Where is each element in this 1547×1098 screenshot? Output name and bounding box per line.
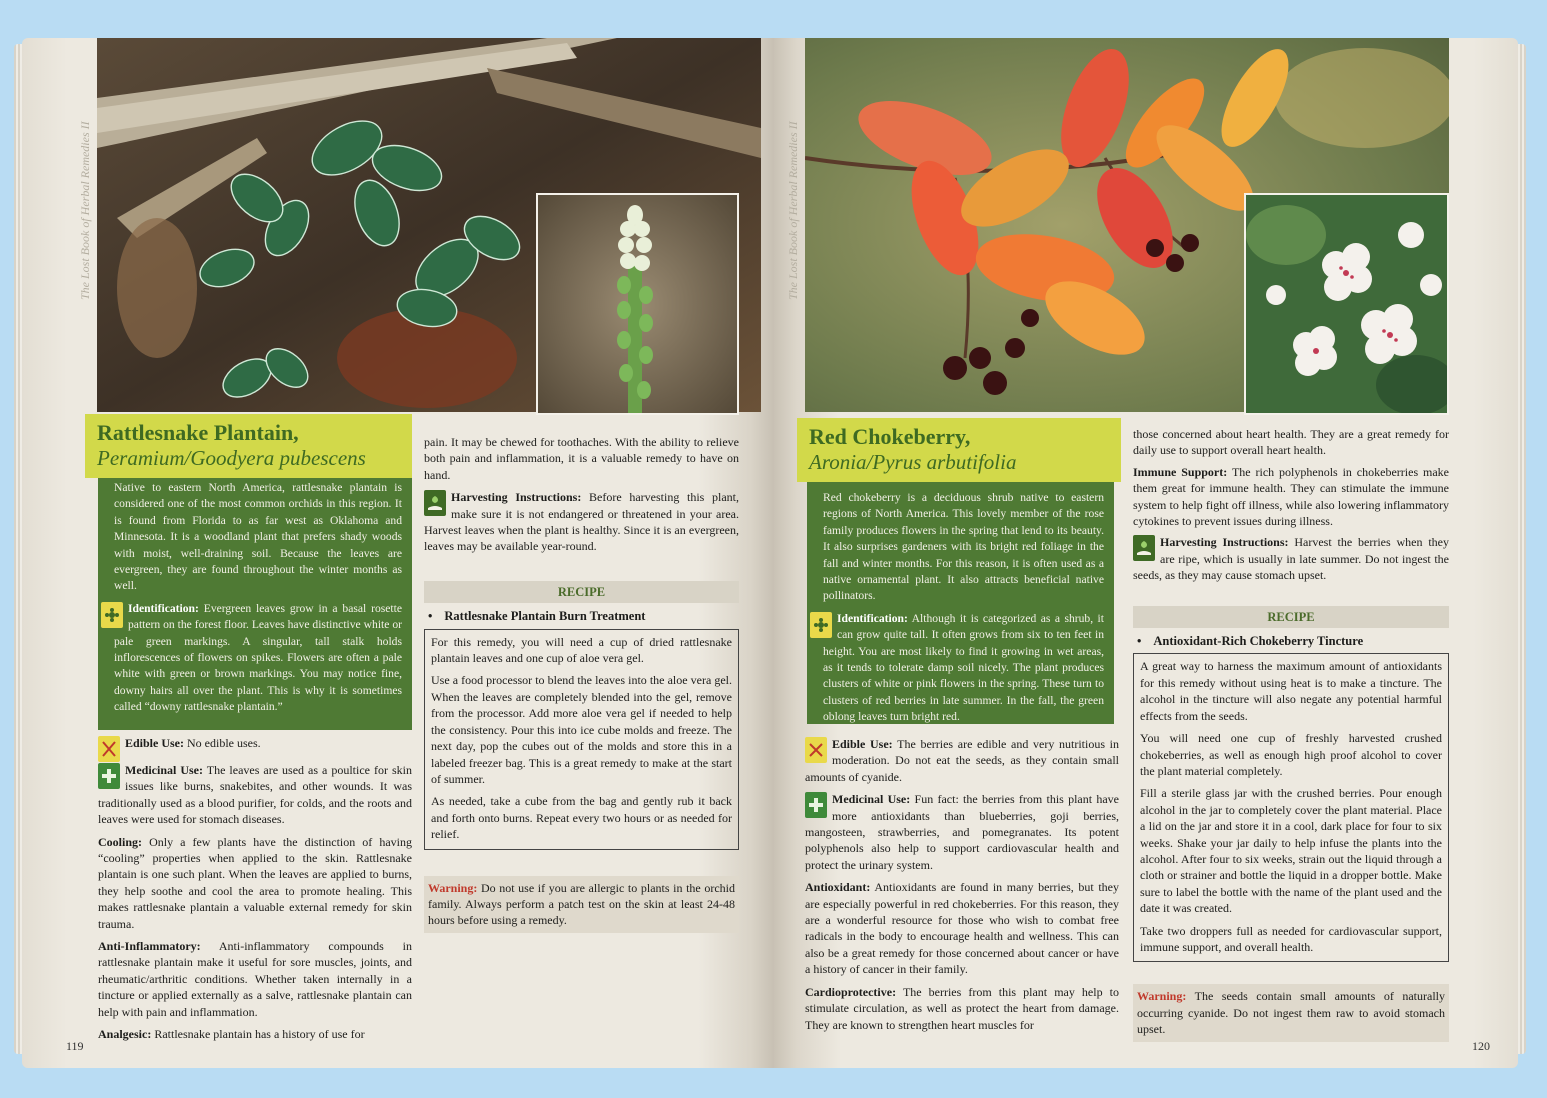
edible-use-label: Edible Use: (125, 736, 185, 750)
recipe-section-right (1133, 606, 1449, 963)
edible-use-text: No edible uses. (187, 736, 261, 750)
harvesting-icon (424, 490, 446, 516)
identification-label-right: Identification: (837, 611, 908, 625)
recipe-step-1: For this remedy, you will need a cup of dried rattlesnake plantain leaves and one cup of aloe vera gel. (431, 634, 732, 666)
antioxidant-label: Antioxidant: (805, 880, 871, 895)
warning-label: Warning: (428, 880, 478, 895)
chokeberry-flowers-inset-photo (1244, 193, 1449, 415)
cooling-label: Cooling: (98, 834, 143, 849)
right-page-first-column (805, 736, 1119, 1038)
plant-intro-text: Native to eastern North America, rattlesnake plantain is considered one of the most common orchids in this region. It is found from Florida to as far west as Oklahoma and Minnesota. It is a woodland plant that prefers shady woods with moist, well-draining soil. Because the leaves are evergreen, they are found throughout the winter months as well. (114, 481, 402, 593)
recipe-box (424, 629, 739, 850)
running-head-right: The Lost Book of Herbal Remedies II (786, 121, 800, 300)
recipe-right-step-4: Take two droppers full as needed for cardiovascular support, immune support, and overall health. (1140, 923, 1442, 954)
immune-support-text: The rich polyphenols in chokeberries make them great for immune health. They can stimulate the immune system to help fight off illness, while also lowering inflammatory cytokines to prevent issues during illness. (1133, 464, 1449, 529)
recipe-name-right: • Antioxidant-Rich Chokeberry Tincture (1133, 633, 1449, 649)
cardioprotective-text: The berries from this plant may help to stimulate circulation, as well as protect the heart from damage. They are known to strengthen heart muscles for (805, 984, 1119, 1032)
left-column-text (98, 735, 412, 1048)
edible-use-text-right: The berries are edible and very nutritious in moderation. Do not eat the seeds, as they contain small amounts of cyanide. (805, 737, 1119, 784)
warning-box-right (1133, 984, 1449, 1041)
recipe-box-right (1133, 653, 1449, 962)
identification-label: Identification: (128, 601, 199, 615)
harvesting-icon-right (1133, 535, 1155, 561)
recipe-name: • Rattlesnake Plantain Burn Treatment (424, 608, 739, 624)
recipe-step-2: Use a food processor to blend the leaves into the aloe vera gel. When the leaves are completely blended into the gel, remove from the processor. Add more aloe vera gel if needed to help the consistency. Pour this into ice cube molds and freeze. The next day, pop the cubes out of the molds and store this in a labeled freezer bag. This is a great remedy to make at the start of summer. (431, 673, 732, 786)
plant-intro-text-right: Red chokeberry is a deciduous shrub native to eastern regions of North America. This lovely member of the rose family produces flowers in the spring that lend to its beauty. It also surprises gardeners with its bright red foliage in the fall and winter months. For this reason, it is often used as a native ornamental plant. It also attracts beneficial native pollinators. (823, 491, 1104, 603)
flower-spike-inset-photo (536, 193, 739, 415)
recipe-right-step-3: Fill a sterile glass jar with the crushed berries. Pour enough alcohol in the jar to completely cover the plant material. Place a lid on the jar and store it in a cool, dark place for four to six weeks. Shake your jar daily to help infuse the plants into the alcohol. After four to six weeks, strain out the liquid through a cloth or strainer and bottle the liquid in a dropper bottle. Make sure to label the bottle with the name of the plant used and the date it was created. (1140, 786, 1442, 916)
medicinal-use-icon-right (805, 792, 827, 818)
identification-text-right: Although it is categorized as a shrub, it can grow quite tall. It often grows from six to ten feet in height. You are most likely to find it growing in wet areas, as it tends to tolerate damp soil nicely. The plant produces clusters of white or pink flowers in the spring. These turn to clusters of red berries in late summer. In the fall, the green oblong leaves turn bright red. (823, 611, 1104, 724)
left-page (22, 38, 774, 1068)
medicinal-use-text: The leaves are used as a poultice for skin issues like burns, snakebites, and other wounds. It was traditionally used as a blood purifier, for colds, and the roots and leaves were used for stomach diseases. (98, 763, 412, 827)
harvesting-label: Harvesting Instructions: (451, 490, 582, 505)
medicinal-use-text-right: Fun fact: the berries from this plant have more antioxidants than blueberries, goji berries, mangosteen, strawberries, and pomegranates. Its potent polyphenols also help to support cardiovascular health and protect the urinary system. (805, 792, 1119, 872)
anti-inflammatory-label: Anti-Inflammatory: (98, 939, 201, 954)
running-head-left: The Lost Book of Herbal Remedies II (78, 121, 92, 300)
harvesting-text-right: Harvest the berries when they are ripe, which is usually in late summer. Do not ingest the seeds, as they may cause stomach upset. (1133, 535, 1450, 583)
open-book (22, 30, 1518, 1070)
cardioprotective-continued-text: those concerned about heart health. They are a great remedy for daily use to support overall heart health. (1133, 427, 1449, 458)
medicinal-use-label-right: Medicinal Use: (832, 792, 911, 807)
page-number-right: 120 (1472, 1039, 1490, 1053)
recipe-heading-right: RECIPE (1133, 606, 1449, 628)
analgesic-label: Analgesic: (98, 1027, 152, 1042)
analgesic-text: Rattlesnake plantain has a history of use for (154, 1027, 365, 1042)
right-page-second-column (1133, 426, 1449, 1042)
warning-box (424, 876, 739, 933)
warning-text: Do not use if you are allergic to plants in the orchid family. Always perform a patch test on the skin at least 24-48 hours before using a remedy. (428, 880, 735, 928)
plant-latin-name: Peramium/Goodyera pubescens (97, 446, 366, 470)
edible-use-label-right: Edible Use: (832, 737, 893, 751)
antioxidant-text: Antioxidants are found in many berries, but they are especially powerful in red chokeberries. For this reason, they are a wonderful resource for those who wish to combat free radicals in the body to encourage health and wellness. This can also be a great remedy for those concerned about cancer or have a history of cancer in their family. (805, 880, 1119, 977)
cooling-text: Only a few plants have the distinction of having “cooling” properties when applied to the skin. Rattlesnake plantain is one such plant. When the leaves are applied to burns, they help soothe and cool the area to promote healing. This makes rattlesnake plantain a valuable external remedy for skin trauma. (98, 834, 412, 931)
edible-use-icon-right (805, 737, 827, 763)
immune-support-label: Immune Support: (1133, 464, 1228, 479)
plant-intro-box-right (807, 482, 1114, 724)
plant-title-right: Red Chokeberry, (809, 424, 971, 449)
harvesting-text: Before harvesting this plant, make sure it is not endangered or threatened in your area. Harvest leaves when the plant is healthy. Since it is an evergreen, leaves may be available year-round. (424, 490, 739, 554)
harvesting-label-right: Harvesting Instructions: (1160, 535, 1289, 550)
right-page (774, 38, 1518, 1068)
recipe-heading: RECIPE (424, 581, 739, 603)
medicinal-use-label: Medicinal Use: (125, 763, 203, 777)
recipe-right-step-2: You will need one cup of freshly harvested crushed chokeberries, as well as enough high proof alcohol to cover the plant material completely. (1140, 731, 1442, 778)
medicinal-use-icon (98, 763, 120, 789)
plant-title: Rattlesnake Plantain, (97, 420, 299, 445)
plant-intro-box (98, 478, 412, 730)
warning-label-right: Warning: (1137, 989, 1187, 1004)
cardioprotective-label: Cardioprotective: (805, 984, 897, 999)
left-page-second-column (424, 434, 739, 933)
page-number-left: 119 (66, 1039, 84, 1053)
identification-icon (101, 602, 123, 628)
recipe-right-step-1: A great way to harness the maximum amount of antioxidants for this remedy without using heat is to make a tincture. The alcohol in the tincture will also negate any potential harmful effects from the seeds. (1140, 659, 1442, 723)
identification-icon-right (810, 612, 832, 638)
recipe-section (424, 581, 739, 850)
analgesic-continued-text: pain. It may be chewed for toothaches. With the ability to relieve both pain and inflammation, it is a valuable remedy to have on hand. (424, 435, 739, 482)
anti-inflammatory-text: Anti-inflammatory compounds in rattlesnake plantain make it useful for sore muscles, joints, and rheumatic/arthritic conditions. Whether taken internally in a tincture or applied externally as a salve, rattlesnake plantain can help with pain and inflammation. (98, 939, 412, 1019)
recipe-step-3: As needed, take a cube from the bag and gently rub it back and forth onto burns. Repeat every two hours or as needed for relief. (431, 794, 732, 842)
identification-text: Evergreen leaves grow in a basal rosette pattern on the forest floor. Leaves have distinctive white or pale green markings. A singular, tall stalk holds inflorescences of flowers on spikes. Flowers are often a pale white with green or brown markings. You may notice fine, downy hairs all over the plant. This is why it is sometimes called “downy rattlesnake plantain.” (114, 601, 403, 714)
plant-title-box-right (797, 418, 1121, 482)
warning-text-right: The seeds contain small amounts of naturally occurring cyanide. Do not ingest them raw to avoid stomach upset. (1137, 989, 1445, 1037)
edible-use-icon (98, 736, 120, 762)
plant-latin-name-right: Aronia/Pyrus arbutifolia (809, 450, 1017, 474)
plant-title-box (85, 414, 412, 478)
